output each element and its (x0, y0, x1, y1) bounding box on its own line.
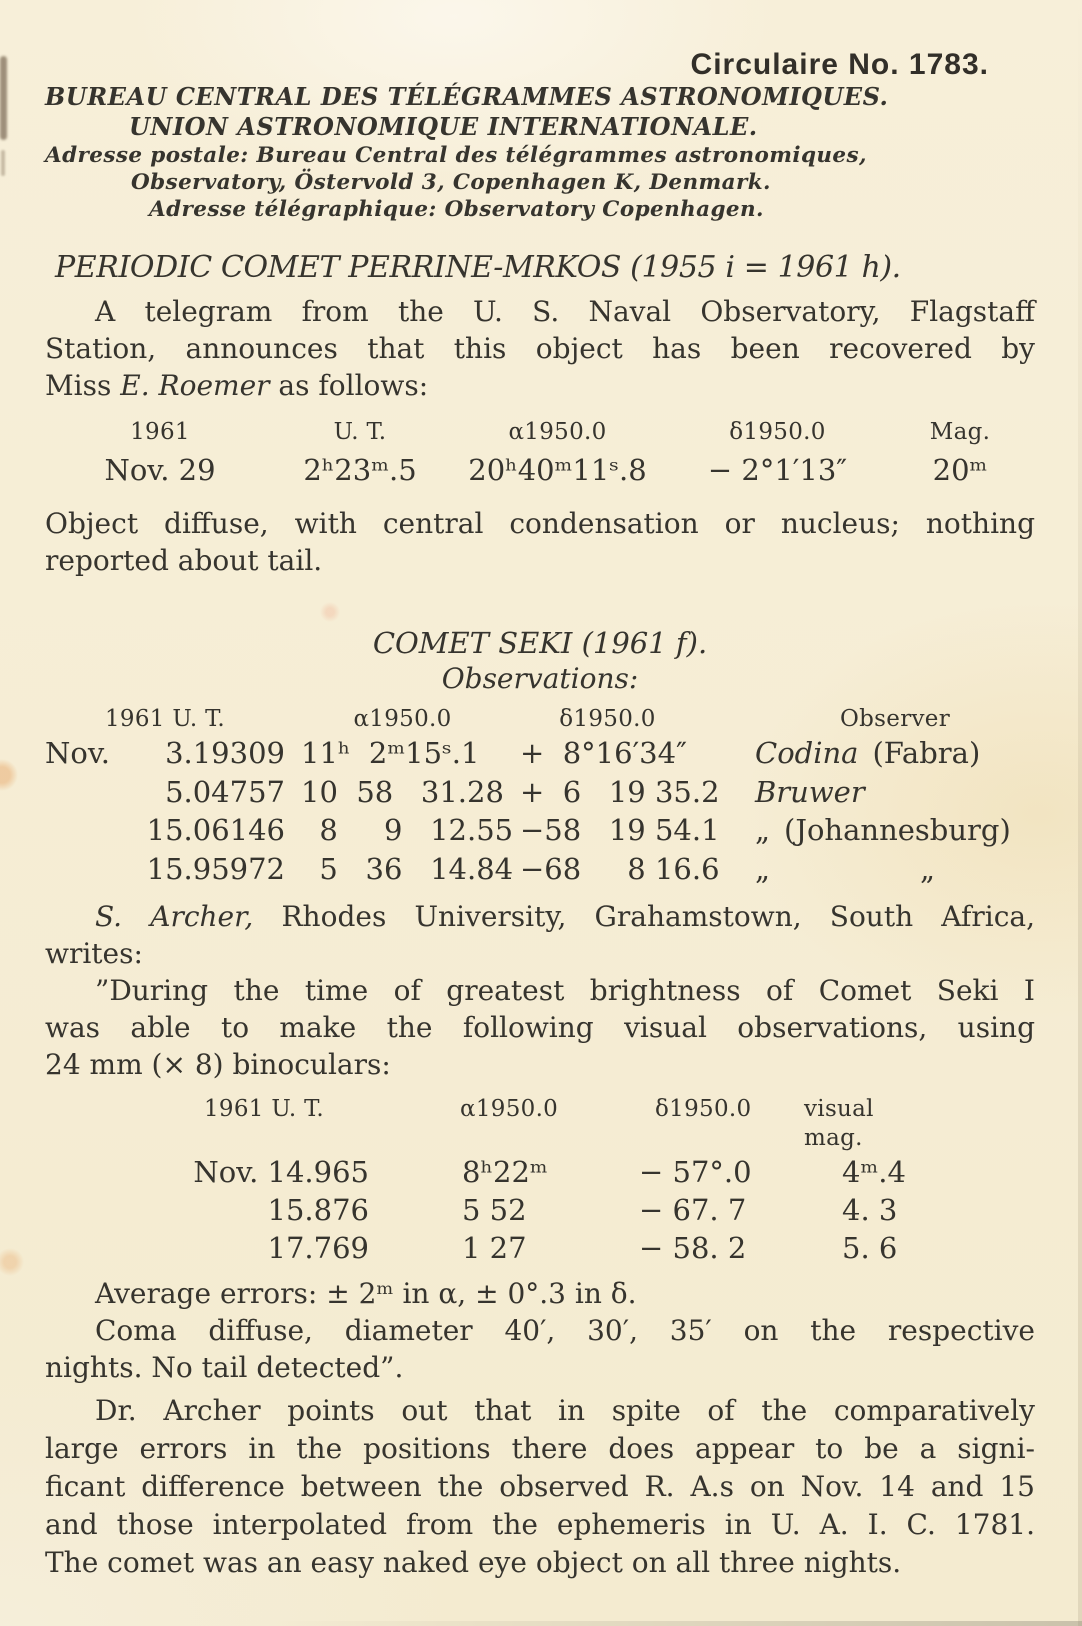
table-cell-mag: 4. 3 (842, 1193, 898, 1227)
recovery-table (45, 418, 1035, 493)
table-cell-month (45, 811, 120, 850)
observer-name: S. Archer, (95, 900, 254, 933)
paragraph-line: ”During the time of greatest brightness of Comet Seki I (95, 974, 1035, 1007)
paragraph-line: Object diffuse, with central condensation or nucleus; nothing (45, 507, 1035, 540)
column-header-year: 1961 (130, 419, 190, 445)
table-cell-mag: 5. 6 (842, 1231, 898, 1265)
table-cell-ut: 2ʰ23ᵐ.5 (303, 453, 417, 487)
text-run: Miss (45, 369, 121, 402)
table-cell-dec: − 67. 7 (639, 1193, 747, 1227)
observer-note: (Fabra) (872, 736, 981, 770)
observer-name: Bruwer (755, 774, 865, 809)
column-header-ra: α1950.0 (460, 1096, 559, 1122)
column-header-ra: α1950.0 (353, 706, 452, 732)
table-cell-month (45, 850, 120, 889)
column-header-ra: α1950.0 (508, 419, 607, 445)
object-description-paragraph (45, 505, 1035, 579)
visual-observations-table (135, 1095, 1035, 1267)
table-cell-observer (755, 850, 1035, 889)
conclusion-paragraph (45, 1392, 1035, 1582)
postal-address-line2: Observatory, Östervold 3, Copenhagen K, Denmark. (131, 170, 771, 195)
bureau-name: BUREAU CENTRAL DES TÉLÉGRAMMES ASTRONOMIQUES. (45, 82, 889, 111)
ditto-mark: „ (755, 851, 771, 886)
postal-address-line1: Adresse postale: Bureau Central des télégrammes astronomiques, (45, 143, 867, 168)
table-cell-date: 17.769 (267, 1231, 369, 1265)
paragraph-line (45, 367, 1035, 404)
table-cell-day: 5.04757 (165, 774, 285, 809)
table-cell-dec: − 2°1′13″ (707, 453, 848, 487)
observer-note: (Johannesburg) (784, 813, 1011, 847)
paragraph-line: Station, announces that this object has been recovered by (45, 332, 1035, 365)
paragraph-line: Average errors: ± 2ᵐ in α, ± 0°.3 in δ. (95, 1277, 637, 1310)
table-cell-observer (755, 811, 1035, 850)
paragraph-line: writes: (45, 937, 143, 970)
ditto-mark: „ (920, 851, 936, 886)
paragraph-line: 24 mm (× 8) binoculars: (45, 1048, 391, 1081)
recovery-paragraph (45, 293, 1035, 404)
text-run: Rhodes University, Grahamstown, South Africa, (253, 900, 1035, 933)
table-cell-mag: 4ᵐ.4 (842, 1155, 906, 1189)
section2-subtitle: Observations: (441, 662, 639, 695)
table-cell-ra: 1 27 (462, 1231, 527, 1265)
column-header-visual-mag: visual mag. (804, 1096, 874, 1151)
table-cell-dec: + 8°16′34″ (520, 736, 687, 770)
paragraph-line: large errors in the positions there does appear to be a signi- (45, 1432, 1035, 1465)
table-cell-observer (755, 734, 1035, 773)
circular-number: Circulaire No. 1783. (690, 48, 989, 81)
paragraph-line: The comet was an easy naked eye object on all three nights. (45, 1546, 902, 1579)
paragraph-line: A telegram from the U. S. Naval Observatory, Flagstaff (95, 295, 1035, 328)
table-cell-ra: 11ʰ 2ᵐ15ˢ.1 (301, 736, 480, 770)
table-cell-ra: 20ʰ40ᵐ11ˢ.8 (468, 453, 647, 487)
column-header-dec: δ1950.0 (559, 706, 656, 732)
archer-quote-paragraph (45, 972, 1035, 1083)
column-header-dec: δ1950.0 (655, 1096, 752, 1122)
table-cell-day: 15.95972 (146, 851, 285, 886)
table-cell-dec: + 6 19 35.2 (520, 774, 720, 809)
table-cell-dec: − 57°.0 (639, 1155, 752, 1189)
paper-edge-shading (0, 1621, 1082, 1626)
union-name: UNION ASTRONOMIQUE INTERNATIONALE. (129, 112, 758, 141)
paragraph-line (45, 898, 1035, 935)
section2-title: COMET SEKI (1961 f). (372, 626, 708, 660)
masthead (45, 82, 1035, 223)
column-header-observer: Observer (840, 706, 950, 732)
table-cell-ra: 8ʰ22ᵐ (462, 1155, 548, 1189)
paragraph-line: and those interpolated from the ephemeris in U. A. I. C. 1781. (45, 1508, 1035, 1541)
observer-name: E. Roemer (120, 369, 270, 402)
text-run: as follows: (269, 369, 429, 402)
archer-intro-paragraph (45, 898, 1035, 972)
paragraph-line: reported about tail. (45, 544, 323, 577)
table-cell-ra: 5 36 14.84 (301, 851, 514, 886)
table-cell-day: 3.19309 (165, 736, 285, 770)
paragraph-line: Coma diffuse, diameter 40′, 30′, 35′ on the respective (95, 1314, 1035, 1347)
section1-title: PERIODIC COMET PERRINE-MRKOS (1955 i = 1961 h). (55, 250, 901, 285)
table-cell-date: Nov. 29 (104, 453, 216, 487)
table-cell-dec: − 58. 2 (639, 1231, 747, 1265)
table-cell-month: Nov. (45, 736, 110, 770)
coma-paragraph (45, 1312, 1035, 1386)
telegraphic-address: Adresse télégraphique: Observatory Copenhagen. (149, 197, 764, 222)
paragraph-line: Dr. Archer points out that in spite of the comparatively (95, 1394, 1035, 1427)
ditto-mark: „ (755, 813, 771, 847)
column-header-date: 1961 U. T. (104, 706, 225, 732)
table-cell-ra: 8 9 12.55 (301, 813, 514, 847)
table-cell-dec: −68 8 16.6 (520, 851, 720, 886)
table-cell-month (45, 773, 120, 812)
table-cell-date: 15.876 (267, 1193, 369, 1227)
average-errors-paragraph (45, 1275, 1035, 1312)
paragraph-line: was able to make the following visual observations, using (45, 1011, 1035, 1044)
table-cell-date: Nov. 14.965 (193, 1155, 369, 1189)
observer-name: Codina (755, 736, 859, 770)
table-cell-ra: 5 52 (462, 1193, 527, 1227)
column-header-date: 1961 U. T. (204, 1096, 325, 1122)
column-header-ut: U. T. (333, 419, 387, 445)
column-header-mag: Mag. (929, 419, 991, 445)
table-cell-mag: 20ᵐ (932, 453, 988, 487)
paragraph-line: ficant difference between the observed R. A.s on Nov. 14 and 15 (45, 1470, 1035, 1503)
table-cell-ra: 10 58 31.28 (301, 774, 504, 809)
observations-table (45, 705, 1035, 888)
table-cell-observer (755, 773, 1035, 812)
table-cell-dec: −58 19 54.1 (520, 813, 720, 847)
table-cell-day: 15.06146 (146, 813, 285, 847)
column-header-dec: δ1950.0 (729, 419, 826, 445)
paragraph-line: nights. No tail detected”. (45, 1351, 404, 1384)
